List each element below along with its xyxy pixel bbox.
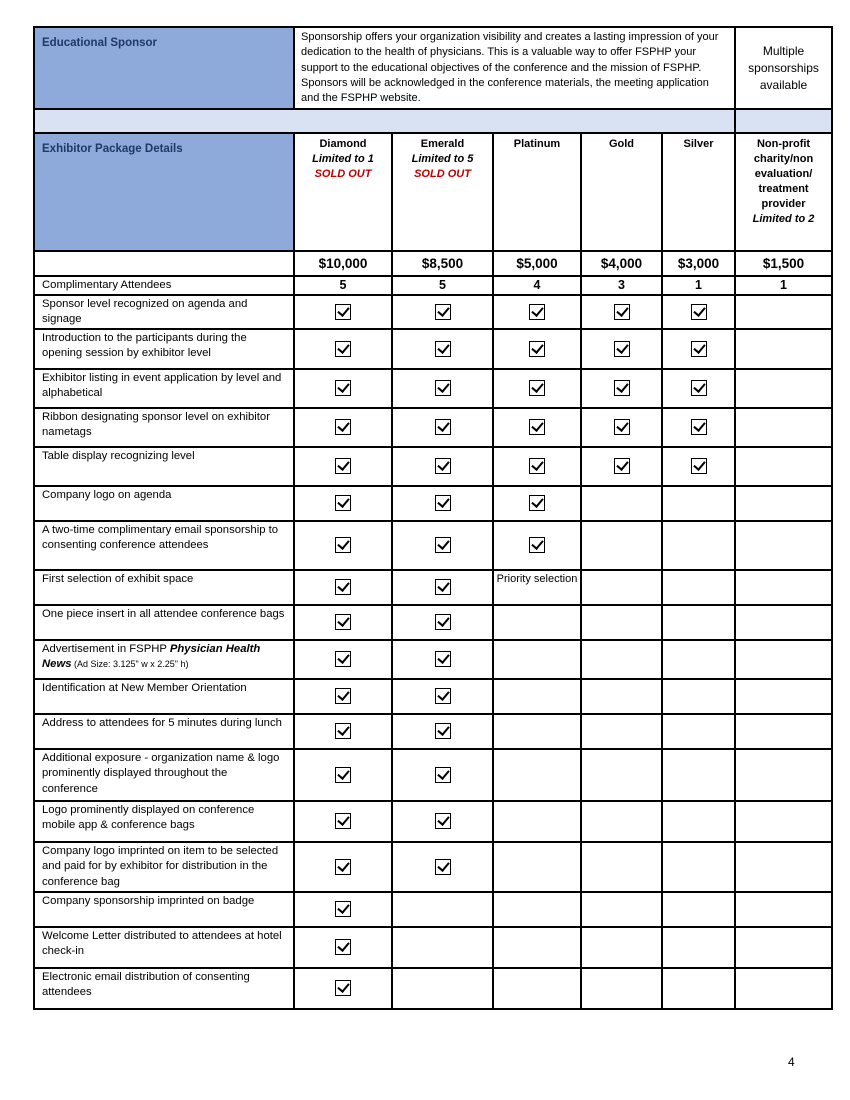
checkbox-checked-icon — [529, 495, 545, 511]
checkbox-checked-icon — [435, 723, 451, 739]
benefit-cell — [735, 570, 832, 605]
benefit-cell — [581, 295, 662, 329]
benefit-cell — [392, 640, 493, 679]
benefit-cell — [493, 892, 581, 927]
checkbox-checked-icon — [335, 458, 351, 474]
benefit-cell — [294, 968, 392, 1009]
benefit-label: Sponsor level recognized on agenda and signage — [34, 295, 294, 329]
benefit-row — [34, 842, 832, 892]
checkbox-checked-icon — [335, 688, 351, 704]
benefit-cell — [294, 714, 392, 749]
checkbox-checked-icon — [335, 651, 351, 667]
benefit-cell — [294, 447, 392, 486]
benefit-cell — [662, 927, 735, 968]
benefit-label: One piece insert in all attendee conference bags — [34, 605, 294, 640]
checkbox-checked-icon — [435, 688, 451, 704]
benefit-cell — [735, 640, 832, 679]
benefit-cell — [581, 329, 662, 369]
checkbox-checked-icon — [435, 859, 451, 875]
sponsorship-table — [33, 26, 833, 1010]
benefit-cell — [735, 714, 832, 749]
benefit-cell — [493, 329, 581, 369]
benefit-cell — [294, 605, 392, 640]
benefit-row — [34, 749, 832, 801]
benefit-label — [34, 640, 294, 679]
benefit-label: A two-time complimentary email sponsorship to consenting conference attendees — [34, 521, 294, 570]
educational-sponsor-title: Educational Sponsor — [34, 27, 294, 109]
benefit-cell — [294, 927, 392, 968]
benefit-row — [34, 447, 832, 486]
benefit-cell — [294, 640, 392, 679]
benefit-cell — [662, 679, 735, 714]
level-name: Platinum — [513, 138, 561, 150]
benefit-cell — [392, 329, 493, 369]
benefit-row — [34, 486, 832, 521]
level-name: Diamond — [319, 138, 367, 150]
benefit-cell — [493, 968, 581, 1009]
benefit-label: Electronic email distribution of consenting attendees — [34, 968, 294, 1009]
benefit-cell — [493, 927, 581, 968]
benefit-cell — [662, 842, 735, 892]
checkbox-checked-icon — [335, 537, 351, 553]
benefit-cell — [581, 486, 662, 521]
benefit-row — [34, 640, 832, 679]
attendees-count-0: 5 — [294, 276, 392, 295]
benefit-cell — [493, 842, 581, 892]
benefit-cell — [392, 447, 493, 486]
benefit-cell — [735, 295, 832, 329]
benefit-row — [34, 295, 832, 329]
checkbox-checked-icon — [691, 458, 707, 474]
benefit-cell — [493, 679, 581, 714]
benefit-label: Table display recognizing level — [34, 447, 294, 486]
checkbox-checked-icon — [529, 419, 545, 435]
benefit-cell — [735, 486, 832, 521]
benefit-label-prefix: Advertisement in FSPHP — [42, 642, 170, 655]
benefit-cell — [392, 605, 493, 640]
benefit-cell — [581, 842, 662, 892]
benefit-cell — [735, 927, 832, 968]
ad-size-note: (Ad Size: 3.125" w x 2.25" h) — [71, 659, 189, 670]
checkbox-checked-icon — [335, 980, 351, 996]
checkbox-checked-icon — [614, 341, 630, 357]
benefit-cell — [294, 892, 392, 927]
benefit-cell — [735, 369, 832, 408]
checkbox-checked-icon — [435, 651, 451, 667]
benefit-cell — [581, 714, 662, 749]
checkbox-checked-icon — [335, 380, 351, 396]
benefit-cell — [294, 408, 392, 447]
benefit-row — [34, 570, 832, 605]
checkbox-checked-icon — [335, 901, 351, 917]
benefit-cell — [735, 408, 832, 447]
level-header-0 — [294, 133, 392, 251]
level-header-2 — [493, 133, 581, 251]
checkbox-checked-icon — [335, 419, 351, 435]
checkbox-checked-icon — [435, 614, 451, 630]
checkbox-checked-icon — [335, 495, 351, 511]
benefit-label: Identification at New Member Orientation — [34, 679, 294, 714]
checkbox-checked-icon — [435, 304, 451, 320]
benefit-cell — [735, 329, 832, 369]
benefit-label: Introduction to the participants during the opening session by exhibitor level — [34, 329, 294, 369]
checkbox-checked-icon — [435, 458, 451, 474]
attendees-count-4: 1 — [662, 276, 735, 295]
benefit-cell — [662, 447, 735, 486]
benefit-cell — [735, 521, 832, 570]
benefit-cell — [493, 521, 581, 570]
checkbox-checked-icon — [435, 767, 451, 783]
checkbox-checked-icon — [529, 341, 545, 357]
benefit-row — [34, 329, 832, 369]
checkbox-checked-icon — [335, 939, 351, 955]
benefit-cell — [581, 447, 662, 486]
benefit-cell — [662, 521, 735, 570]
attendees-count-3: 3 — [581, 276, 662, 295]
benefit-cell — [735, 749, 832, 801]
benefit-label: Company logo imprinted on item to be selected and paid for by exhibitor for distribution in the conference bag — [34, 842, 294, 892]
benefit-cell — [493, 714, 581, 749]
benefit-cell — [735, 801, 832, 842]
checkbox-checked-icon — [435, 537, 451, 553]
benefit-cell — [392, 968, 493, 1009]
benefit-cell — [392, 408, 493, 447]
sold-out-label: SOLD OUT — [414, 168, 471, 180]
benefit-cell — [662, 570, 735, 605]
attendees-count-1: 5 — [392, 276, 493, 295]
benefit-cell — [392, 842, 493, 892]
benefit-row — [34, 714, 832, 749]
checkbox-checked-icon — [335, 813, 351, 829]
benefit-row — [34, 369, 832, 408]
benefit-cell — [294, 801, 392, 842]
benefit-cell — [581, 679, 662, 714]
attendees-count-5: 1 — [735, 276, 832, 295]
checkbox-checked-icon — [335, 723, 351, 739]
spacer-row — [34, 109, 735, 133]
benefit-label: First selection of exhibit space — [34, 570, 294, 605]
benefit-cell — [493, 447, 581, 486]
level-header-1 — [392, 133, 493, 251]
checkbox-checked-icon — [335, 767, 351, 783]
benefit-cell — [662, 486, 735, 521]
checkbox-checked-icon — [435, 380, 451, 396]
price-label-cell — [34, 251, 294, 276]
checkbox-checked-icon — [614, 458, 630, 474]
checkbox-checked-icon — [435, 419, 451, 435]
benefit-label: Logo prominently displayed on conference mobile app & conference bags — [34, 801, 294, 842]
checkbox-checked-icon — [529, 304, 545, 320]
level-name: Silver — [683, 138, 714, 150]
benefit-cell — [662, 801, 735, 842]
complimentary-attendees-label: Complimentary Attendees — [34, 276, 294, 295]
benefit-cell — [662, 369, 735, 408]
benefit-cell — [581, 892, 662, 927]
exhibitor-package-title: Exhibitor Package Details — [34, 133, 294, 251]
benefit-cell — [735, 842, 832, 892]
checkbox-checked-icon — [614, 304, 630, 320]
checkbox-checked-icon — [435, 579, 451, 595]
publication-name: Physician Health News — [42, 642, 261, 671]
benefit-cell — [294, 749, 392, 801]
benefit-cell — [581, 801, 662, 842]
benefit-cell — [662, 295, 735, 329]
benefit-label: Company sponsorship imprinted on badge — [34, 892, 294, 927]
sold-out-label: SOLD OUT — [314, 168, 372, 180]
benefit-cell — [662, 749, 735, 801]
benefit-cell — [581, 521, 662, 570]
benefit-cell — [294, 570, 392, 605]
benefit-cell — [662, 329, 735, 369]
benefit-cell — [581, 749, 662, 801]
checkbox-checked-icon — [335, 579, 351, 595]
benefit-row — [34, 408, 832, 447]
checkbox-checked-icon — [691, 304, 707, 320]
benefit-cell — [493, 408, 581, 447]
checkbox-checked-icon — [614, 380, 630, 396]
benefit-cell — [392, 927, 493, 968]
benefit-cell — [294, 679, 392, 714]
benefit-cell — [662, 605, 735, 640]
sponsorship-availability: Multiple sponsorships available — [735, 27, 832, 109]
benefit-cell — [493, 801, 581, 842]
benefit-row — [34, 968, 832, 1009]
checkbox-checked-icon — [529, 458, 545, 474]
checkbox-checked-icon — [335, 614, 351, 630]
benefit-label: Additional exposure - organization name & logo prominently displayed throughout the conference — [34, 749, 294, 801]
benefit-cell — [493, 640, 581, 679]
benefit-label: Welcome Letter distributed to attendees at hotel check-in — [34, 927, 294, 968]
benefit-cell — [662, 968, 735, 1009]
benefit-cell — [392, 714, 493, 749]
benefit-cell — [392, 801, 493, 842]
benefit-cell — [294, 486, 392, 521]
benefit-cell — [581, 408, 662, 447]
benefit-cell — [581, 369, 662, 408]
benefit-label: Ribbon designating sponsor level on exhibitor nametags — [34, 408, 294, 447]
benefit-cell — [662, 408, 735, 447]
benefit-cell — [493, 486, 581, 521]
price-1: $8,500 — [392, 251, 493, 276]
price-3: $4,000 — [581, 251, 662, 276]
benefit-label: Company logo on agenda — [34, 486, 294, 521]
benefit-cell — [493, 295, 581, 329]
benefit-cell — [392, 679, 493, 714]
benefit-cell — [392, 570, 493, 605]
benefit-cell — [735, 605, 832, 640]
level-name: Emerald — [420, 138, 465, 150]
level-header-5 — [735, 133, 832, 251]
benefit-cell — [581, 640, 662, 679]
benefit-cell — [662, 640, 735, 679]
level-header-4 — [662, 133, 735, 251]
priority-selection-note: Priority selection — [493, 570, 581, 605]
checkbox-checked-icon — [335, 304, 351, 320]
benefit-cell — [392, 892, 493, 927]
price-4: $3,000 — [662, 251, 735, 276]
price-2: $5,000 — [493, 251, 581, 276]
checkbox-checked-icon — [691, 419, 707, 435]
benefit-row — [34, 521, 832, 570]
benefit-cell — [493, 369, 581, 408]
benefit-cell — [581, 605, 662, 640]
benefit-cell — [662, 714, 735, 749]
checkbox-checked-icon — [691, 341, 707, 357]
checkbox-checked-icon — [435, 495, 451, 511]
benefit-cell — [392, 749, 493, 801]
level-limit: Limited to 2 — [752, 213, 815, 225]
benefit-cell — [662, 892, 735, 927]
benefit-cell — [392, 486, 493, 521]
checkbox-checked-icon — [435, 813, 451, 829]
benefit-cell — [735, 447, 832, 486]
level-name: Gold — [608, 138, 635, 150]
benefit-label: Address to attendees for 5 minutes during lunch — [34, 714, 294, 749]
educational-sponsor-description: Sponsorship offers your organization visibility and creates a lasting impression of your dedication to the health of physicians. This is a valuable way to offer FSPHP your support to the educational objectives of the conference and the mission of FSPHP. Sponsors will be acknowledged in the conference materials, the meeting application and the FSPHP website. — [294, 27, 735, 109]
benefit-cell — [392, 521, 493, 570]
level-limit: Limited to 1 — [312, 153, 374, 165]
checkbox-checked-icon — [529, 380, 545, 396]
benefit-row — [34, 801, 832, 842]
benefit-label: Exhibitor listing in event application by level and alphabetical — [34, 369, 294, 408]
benefit-cell — [581, 927, 662, 968]
attendees-count-2: 4 — [493, 276, 581, 295]
level-name: Non-profit charity/non evaluation/ treatment provider — [753, 138, 814, 210]
benefit-cell — [294, 521, 392, 570]
checkbox-checked-icon — [529, 537, 545, 553]
benefit-cell — [294, 329, 392, 369]
benefit-cell — [294, 295, 392, 329]
spacer-cell — [735, 109, 832, 133]
benefit-cell — [735, 892, 832, 927]
checkbox-checked-icon — [691, 380, 707, 396]
checkbox-checked-icon — [335, 859, 351, 875]
benefit-cell — [493, 605, 581, 640]
level-limit: Limited to 5 — [411, 153, 474, 165]
level-header-3 — [581, 133, 662, 251]
benefit-row — [34, 927, 832, 968]
benefit-cell — [493, 749, 581, 801]
benefit-cell — [392, 295, 493, 329]
benefit-row — [34, 892, 832, 927]
page-number: 4 — [788, 1055, 795, 1069]
benefit-cell — [735, 968, 832, 1009]
benefit-cell — [294, 369, 392, 408]
checkbox-checked-icon — [335, 341, 351, 357]
price-0: $10,000 — [294, 251, 392, 276]
benefit-cell — [735, 679, 832, 714]
benefit-cell — [581, 968, 662, 1009]
benefit-cell — [294, 842, 392, 892]
price-5: $1,500 — [735, 251, 832, 276]
checkbox-checked-icon — [435, 341, 451, 357]
benefit-cell — [581, 570, 662, 605]
benefit-row — [34, 679, 832, 714]
benefit-row — [34, 605, 832, 640]
checkbox-checked-icon — [614, 419, 630, 435]
benefit-cell — [392, 369, 493, 408]
